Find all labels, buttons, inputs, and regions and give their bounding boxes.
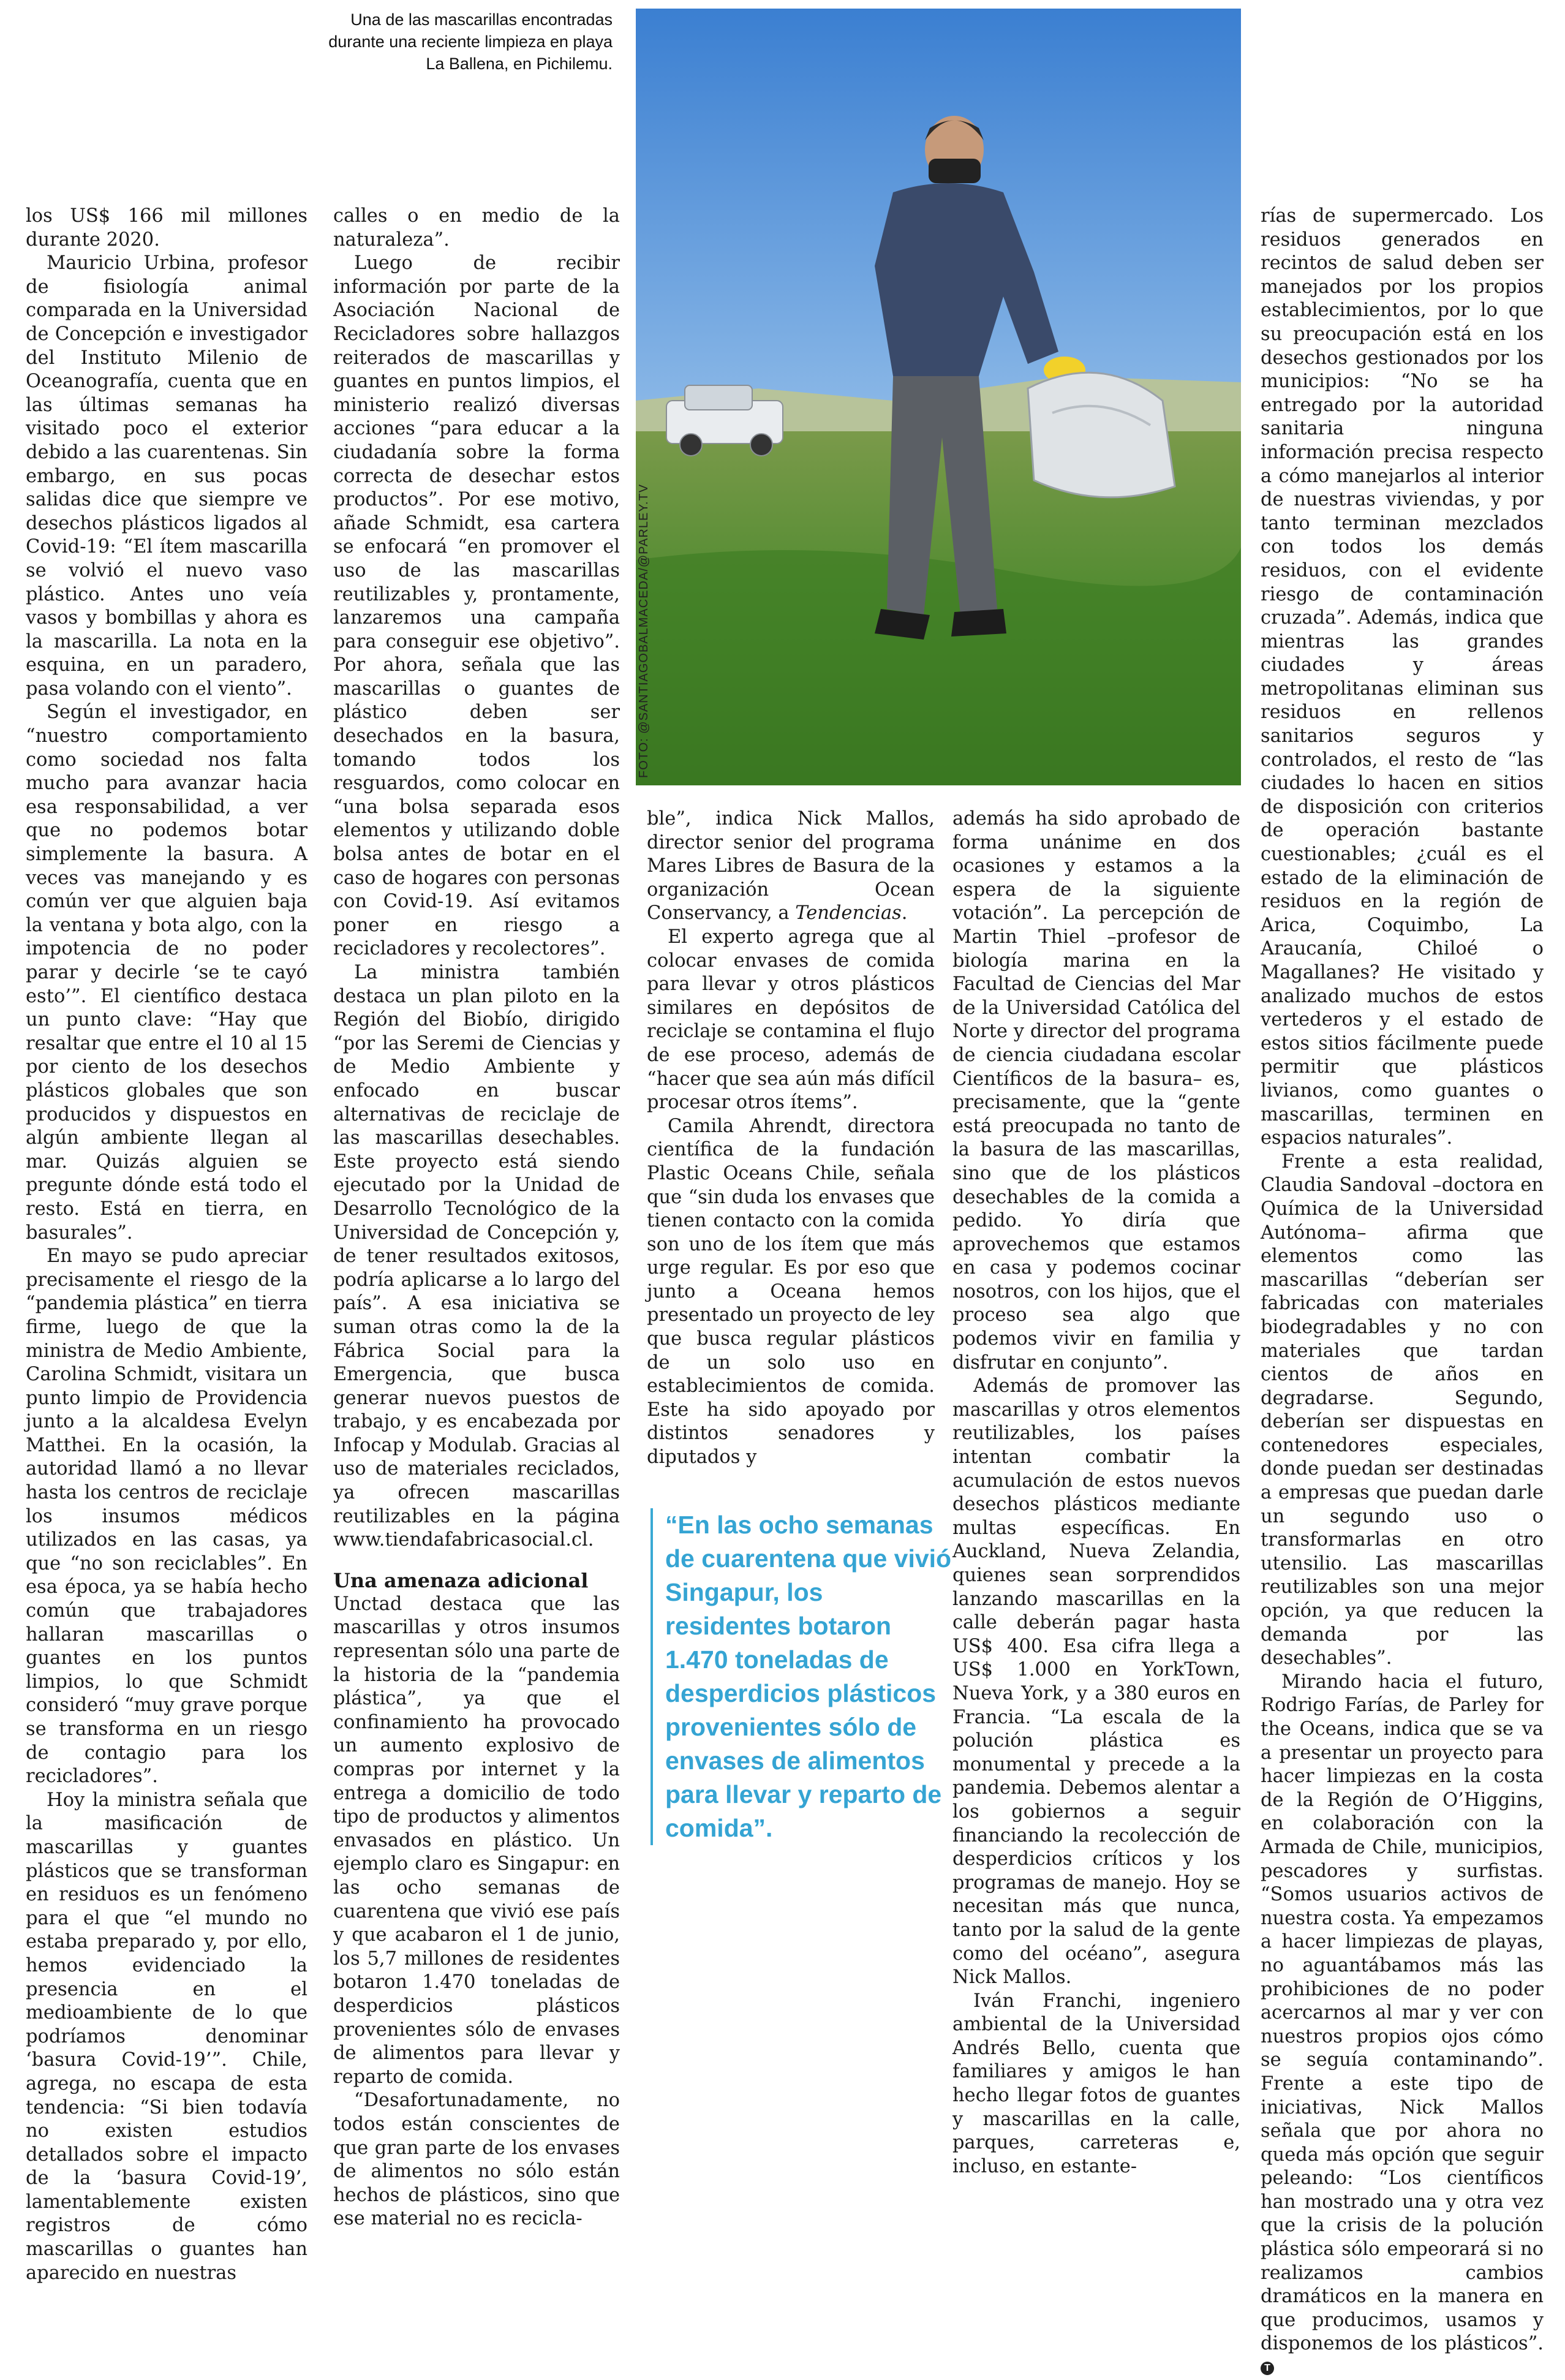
paragraph: El experto agrega que al colocar envases de comida para llevar y otros plásticos similares en depósitos de reciclaje se contamina el flujo de ese proceso, además de “hacer que sea aún más difícil procesar otros ítems”. xyxy=(647,926,935,1114)
paragraph: En mayo se pudo apreciar precisamente el riesgo de la “pandemia plástica” en tierra firme, luego de que la ministra de Medio Ambiente, Carolina Schmidt, visitara un punto limpio de Providencia junto a la alcaldesa Evelyn Matthei. En la ocasión, la autoridad llamó a no llevar hasta los centros de reciclaje los insumos médicos utilizados en las casas, ya que “no son reciclables”. En esa época, ya se había hecho común que trabajadores hallaran mascarillas o guantes en los puntos limpios, lo que Schmidt consideró “muy grave porque se transforma en un riesgo de contagio para los recicladores”. xyxy=(26,1245,307,1788)
paragraph: Camila Ahrendt, directora científica de la fundación Plastic Oceans Chile, señala que “sin duda los envases que tienen contacto con la comida son uno de los ítem que más urge regular. Es por eso que junto a Oceana hemos presentado un proyecto de ley que busca regular plásticos de un solo uso en establecimientos de comida. Este ha sido apoyado por distintos senadores y diputados y xyxy=(647,1115,935,1468)
photo-caption: Una de las mascarillas encontradas durante una reciente limpieza en playa La Ballena, en Pichilemu. xyxy=(328,10,613,73)
paragraph: rías de supermercado. Los residuos generados en recintos de salud deben ser manejados por los propios establecimientos, por lo que su preocupación está en los desechos gestionados por los municipios: “No se ha entregado por la autoridad sanitaria ninguna información precisa respecto a cómo manejarlos al interior de nuestras viviendas, y por tanto terminan mezclados con todos los demás residuos, con el evidente riesgo de contaminación cruzada”. Además, indica que mientras las grandes ciudades y áreas metropolitanas eliminan sus residuos en rellenos sanitarios seguros y controlados, el resto de “las ciudades lo hacen en sitios de disposición con criterios de operación bastante cuestionables; ¿cuál es el estado de la eliminación de residuos en la región de Arica, Coquimbo, La Araucanía, Chiloé o Magallanes? He visitado y analizado muchos de estos vertederos y el estado de estos sitios fácilmente puede permitir que plásticos livianos, como guantes o mascarillas, terminen en espacios naturales”. xyxy=(1261,205,1544,1149)
paragraph-text: . xyxy=(901,902,908,924)
paragraph: los US$ 166 mil millones durante 2020. xyxy=(26,205,307,251)
article-column-5 xyxy=(1261,205,1544,2380)
article-column-4 xyxy=(952,807,1240,2178)
paragraph: Hoy la ministra señala que la masificación de mascarillas y guantes plásticos que se transforman en residuos es un fenómeno para el que “el mundo no estaba preparado y, por ello, hemos evidenciado la presencia en el medioambiente de lo que podríamos denominar ‘basura Covid-19’”. Chile, agrega, no escapa de esta tendencia: “Si bien todavía no existen estudios detallados sobre el impacto de la ‘basura Covid-19’, lamentablemente existen registros de cómo mascarillas o guantes han aparecido en nuestras xyxy=(26,1789,307,2284)
publication-name: Tendencias xyxy=(795,902,902,924)
paragraph: calles o en medio de la naturaleza”. xyxy=(333,205,620,251)
paragraph: Según el investigador, en “nuestro comportamiento como sociedad nos falta mucho para avanzar hacia esa responsabilidad, a ver que no podemos botar simplemente la basura. A veces vas manejando y es común ver que alguien baja la ventana y bota algo, con la impotencia de no poder parar y decirle ‘se te cayó esto’”. El científico destaca un punto clave: “Hay que resaltar que entre el 10 al 15 por ciento de los desechos plásticos globales que son producidos y dispuestos en algún ambiente llegan al mar. Quizás alguien se pregunte dónde está todo el resto. Está en tierra, en basurales”. xyxy=(26,701,307,1244)
end-of-article-icon: T xyxy=(1261,2362,1274,2375)
paragraph: Luego de recibir información por parte de la Asociación Nacional de Recicladores sobre hallazgos reiterados de mascarillas y guantes en puntos limpios, el ministerio realizó diversas acciones “para educar a la ciudadanía sobre la forma correcta de desechar estos productos”. Por ese motivo, añade Schmidt, esa cartera se enfocará “en promover el uso de las mascarillas reutilizables y, prontamente, lanzaremos una campaña para conseguir ese objetivo”. Por ahora, señala que las mascarillas o guantes de plástico deben ser desechados en la basura, tomando todos los resguardos, como colocar en “una bolsa separada esos elementos y utilizando doble bolsa antes de botar en el caso de hogares con personas con Covid-19. Así evitamos poner en riesgo a recicladores y recolectores”. xyxy=(333,252,620,960)
paragraph: además ha sido aprobado de forma unánime en dos ocasiones y estamos a la espera de la siguiente votación”. La percepción de Martin Thiel –profesor de biología marina en la Facultad de Ciencias del Mar de la Universidad Católica del Norte y director del programa de ciencia ciudadana escolar Científicos de la basura– es, precisamente, que la “gente está preocupada no tanto de la basura de las mascarillas, sino que de los plásticos desechables de la comida a pedido. Yo diría que aprovechemos que estamos en casa y podemos cocinar nosotros, con los hijos, que el proceso sea algo que podemos vivir en familia y disfrutar en conjunto”. xyxy=(952,808,1240,1373)
paragraph xyxy=(1261,1671,1544,2380)
paragraph-text: ble”, indica Nick Mallos, director senior del programa Mares Libres de Basura de la organización Ocean Conservancy, a xyxy=(647,808,935,924)
photo-credit: FOTO: @SANTIAGOBALMACEDA/@PARLEY.TV xyxy=(637,483,651,778)
section-subhead: Una amenaza adicional xyxy=(333,1568,589,1592)
article-column-3 xyxy=(647,807,935,1470)
beach-cleanup-photo xyxy=(636,9,1241,785)
paragraph-text: Mirando hacia el futuro, Rodrigo Farías, de Parley for the Oceans, indica que se va a presentar un proyecto para hacer limpiezas en la costa de la Región de O’Higgins, en colaboración con la Armada de Chile, municipios, pescadores y surfistas. “Somos usuarios activos de nuestra costa. Ya empezamos a hacer limpiezas de playas, no aguantábamos más las prohibiciones de no poder acercarnos al mar y ver con nuestros propios ojos cómo se seguía contaminando”. Frente a este tipo de iniciativas, Nick Mallos señala que por ahora no queda más opción que seguir peleando: “Los científicos han mostrado una y otra vez que la crisis de la polución plástica sólo empeorará si no realizamos cambios dramáticos en la manera en que producimos, usamos y disponemos de los plásticos”. xyxy=(1261,1671,1544,2355)
paragraph: Mauricio Urbina, profesor de fisiología animal comparada en la Universidad de Concepción e investigador del Instituto Milenio de Oceanografía, cuenta que en las últimas semanas ha visitado poco el exterior debido a las cuarentenas. Sin embargo, en sus pocas salidas dice que siempre ve desechos plásticos ligados al Covid-19: “El ítem mascarilla se volvió el nuevo vaso plástico. Antes uno veía vasos y bombillas y ahora es la mascarilla. La nota en la esquina, en un paradero, pasa volando con el viento”. xyxy=(26,252,307,700)
paragraph: Iván Franchi, ingeniero ambiental de la Universidad Andrés Bello, cuenta que familiares y amigos le han hecho llegar fotos de guantes y mascarillas en la calle, parques, carreteras e, incluso, en estante- xyxy=(952,1990,1240,2177)
paragraph xyxy=(647,807,935,926)
article-column-1 xyxy=(26,205,307,2285)
pull-quote: “En las ocho semanas de cuarentena que vivió Singapur, los residentes botaron 1.470 toneladas de desperdicios plásticos provenientes sólo de envases de alimentos para llevar y reparto de comida”. xyxy=(651,1508,953,1845)
paragraph: Frente a esta realidad, Claudia Sandoval –doctora en Química de la Universidad Autónoma– afirma que elementos como las mascarillas “deberían ser fabricadas con materiales biodegradables y no con materiales que tardan cientos de años en degradarse. Segundo, deberían ser dispuestas en contenedores especiales, donde puedan ser destinadas a empresas que puedan darle un segundo uso o transformarlas en otro utensilio. Las mascarillas reutilizables son una mejor opción, ya que reducen la demanda por las desechables”. xyxy=(1261,1150,1544,1669)
paragraph: La ministra también destaca un plan piloto en la Región del Biobío, dirigido “por las Seremi de Ciencias y de Medio Ambiente y enfocado en buscar alternativas de reciclaje de las mascarillas desechables. Este proyecto está siendo ejecutado por la Unidad de Desarrollo Tecnológico de la Universidad de Concepción y, de tener resultados exitosos, podría aplicarse a lo largo del país”. A esa iniciativa se suman otras como la de la Fábrica Social para la Emergencia, que busca generar nuevos puestos de trabajo, y es encabezada por Infocap y Modulab. Gracias al uso de materiales reciclados, ya ofrecen mascarillas reutilizables en la página www.tiendafabricasocial.cl. xyxy=(333,962,620,1551)
paragraph: “Desafortunadamente, no todos están conscientes de que gran parte de los envases de alimentos no sólo están hechos de plásticos, sino que ese material no es recicla- xyxy=(333,2090,620,2230)
paragraph: Además de promover las mascarillas y otros elementos reutilizables, los países intentan combatir la acumulación de estos nuevos desechos plásticos mediante multas específicas. En Auckland, Nueva Zelandia, quienes sean sorprendidos lanzando mascarillas en la calle deberán pagar hasta US$ 400. Esa cifra llega a US$ 1.000 en YorkTown, Nueva York, y a 380 euros en Francia. “La escala de la polución plástica es monumental y precede a la pandemia. Debemos alentar a los gobiernos a seguir financiando la recolección de desperdicios críticos y los programas de manejo. Hoy se necesitan más que nunca, tanto por la salud de la gente como del océano”, asegura Nick Mallos. xyxy=(952,1375,1240,1989)
article-photo xyxy=(636,9,1241,785)
paragraph: Unctad destaca que las mascarillas y otros insumos representan sólo una parte de la historia de la “pandemia plástica”, ya que el confinamiento ha provocado un aumento explosivo de compras por internet y la entrega a domicilio de todo tipo de productos y alimentos envasados en plástico. Un ejemplo claro es Singapur: en las ocho semanas de cuarentena que vivió ese país y que acabaron el 1 de junio, los 5,7 millones de residentes botaron 1.470 toneladas de desperdicios plásticos provenientes sólo de envases de alimentos para llevar y reparto de comida. xyxy=(333,1593,620,2088)
article-column-2 xyxy=(333,205,620,2231)
